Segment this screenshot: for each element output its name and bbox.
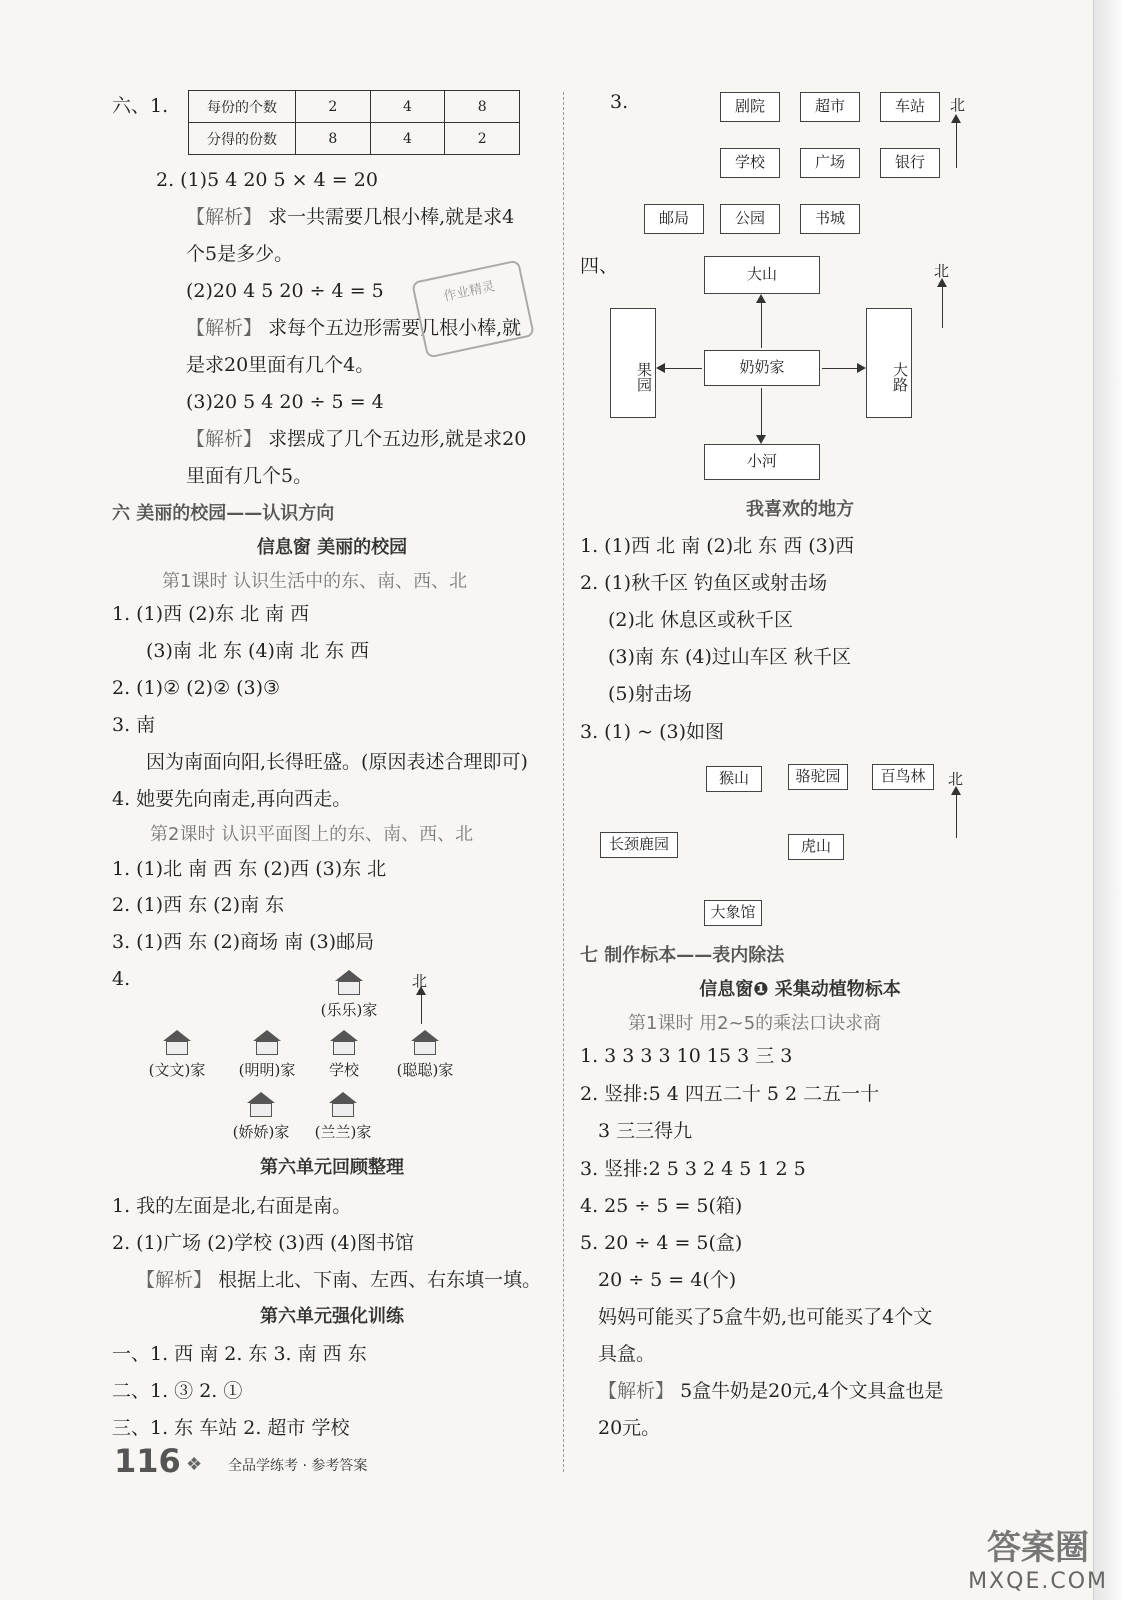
diamond-icon: ❖	[186, 1454, 203, 1475]
answer-line: (3)20 5 4 20 ÷ 5 = 4	[186, 391, 384, 413]
corner-watermark	[968, 1520, 1108, 1594]
answer-line: 4.	[112, 968, 131, 990]
map-box: 大象馆	[704, 900, 762, 926]
lesson-title: 第1课时 认识生活中的东、南、西、北	[162, 571, 468, 592]
analysis-line	[136, 1268, 541, 1292]
school	[304, 1030, 384, 1080]
table-cell: 分得的份数	[189, 123, 296, 155]
answer-line: 因为南面向阳,长得旺盛。(原因表述合理即可)	[146, 751, 528, 773]
right-arrow-icon	[822, 368, 864, 369]
section-title: 我喜欢的地方	[746, 499, 854, 520]
stamp-watermark	[411, 259, 535, 358]
house-icon	[160, 1030, 194, 1056]
answer-line: 2. (1)西 东 (2)南 东	[112, 894, 285, 916]
answer-line: 3. 竖排:2 5 3 2 4 5 1 2 5	[580, 1158, 806, 1180]
lesson-title: 第1课时 用2~5的乘法口诀求商	[628, 1013, 882, 1034]
table-cell: 2	[445, 123, 520, 155]
north-label: 北	[412, 972, 428, 990]
up-arrow-icon	[761, 296, 762, 348]
answer-line: 2. (1)秋千区 钓鱼区或射击场	[580, 572, 828, 594]
section-title: 第六单元回顾整理	[260, 1157, 404, 1178]
unit-title: 六 美丽的校园——认识方向	[112, 503, 335, 524]
answer-line: 1. (1)西 北 南 (2)北 东 西 (3)西	[580, 535, 855, 557]
analysis-label: 【解析】	[186, 317, 263, 339]
answer-line: 5. 20 ÷ 4 = 5(盒)	[580, 1232, 743, 1254]
q6-label: 六、1.	[112, 95, 169, 117]
house-label: (文文)家	[148, 1061, 206, 1079]
table-cell: 4	[370, 91, 445, 123]
north-label: 北	[950, 96, 966, 114]
answer-line: 2. (1)② (2)② (3)③	[112, 677, 281, 699]
answer-line: 三、1. 东 车站 2. 超市 学校	[112, 1417, 350, 1439]
answer-line: 1. (1)北 南 西 东 (2)西 (3)东 北	[112, 858, 387, 880]
map-box: 骆驼园	[788, 764, 848, 790]
section-title: 第六单元强化训练	[260, 1306, 404, 1327]
map-box: 长颈鹿园	[600, 832, 678, 858]
analysis-line: 是求20里面有几个4。	[186, 354, 375, 376]
table-cell: 8	[296, 123, 371, 155]
map-box: 银行	[880, 148, 940, 178]
answer-line: 1. (1)西 (2)东 北 南 西	[112, 603, 310, 625]
house-jiaojiao	[216, 1092, 306, 1142]
house-lele	[304, 970, 394, 1020]
north-label: 北	[934, 262, 950, 280]
map-box: 果园	[610, 308, 656, 418]
table-row	[189, 123, 520, 155]
unit-title: 七 制作标本——表内除法	[580, 945, 785, 966]
analysis-text: 求每个五边形需要几根小棒,就	[268, 317, 522, 339]
table-cell: 8	[445, 91, 520, 123]
analysis-line	[186, 205, 514, 229]
stamp-text: 作业精灵	[442, 279, 497, 305]
table-cell: 2	[296, 91, 371, 123]
house-label: (乐乐)家	[320, 1001, 378, 1019]
map-box: 虎山	[788, 834, 844, 860]
q4-label: 四、	[580, 255, 619, 277]
answer-line: 妈妈可能买了5盒牛奶,也可能买了4个文	[598, 1306, 933, 1328]
north-label: 北	[948, 770, 964, 788]
analysis-line	[186, 427, 526, 451]
map-box: 小河	[704, 444, 820, 480]
analysis-line	[598, 1379, 943, 1403]
analysis-text: 根据上北、下南、左西、右东填一填。	[218, 1269, 542, 1291]
house-label: (娇娇)家	[232, 1123, 290, 1141]
lesson-title: 第2课时 认识平面图上的东、南、西、北	[150, 824, 474, 845]
house-label: 学校	[328, 1061, 359, 1079]
answer-line: (2)20 4 5 20 ÷ 4 = 5	[186, 280, 384, 302]
answer-line: 3. 南	[112, 714, 156, 736]
analysis-label: 【解析】	[598, 1380, 675, 1402]
answer-line: 具盒。	[598, 1343, 656, 1365]
table-cell: 4	[370, 123, 445, 155]
north-arrow-icon	[956, 116, 957, 168]
map-box: 广场	[800, 148, 860, 178]
analysis-line: 里面有几个5。	[186, 465, 313, 487]
map-box: 邮局	[644, 204, 704, 234]
answer-line: 4. 她要先向南走,再向西走。	[112, 788, 352, 810]
north-arrow-icon	[956, 788, 957, 838]
answer-line: (3)南 东 (4)过山车区 秋千区	[608, 646, 851, 668]
answer-table	[188, 90, 520, 155]
section-title: 信息窗 美丽的校园	[256, 537, 408, 558]
answer-line: (5)射击场	[608, 683, 692, 705]
column-divider	[563, 92, 564, 1472]
answer-line: 20 ÷ 5 = 4(个)	[598, 1269, 737, 1291]
left-arrow-icon	[658, 368, 702, 369]
answer-line: 2. (1)广场 (2)学校 (3)西 (4)图书馆	[112, 1232, 414, 1254]
analysis-text: 5盒牛奶是20元,4个文具盒也是	[680, 1380, 944, 1402]
answer-line: 2. (1)5 4 20 5 × 4 = 20	[156, 169, 378, 191]
map-box: 学校	[720, 148, 780, 178]
house-wenwen	[132, 1030, 222, 1080]
analysis-label: 【解析】	[186, 428, 263, 450]
map-box: 剧院	[720, 92, 780, 122]
north-arrow-icon	[421, 988, 422, 1024]
footer-text: 全品学练考 · 参考答案	[228, 1458, 368, 1474]
analysis-text: 求摆成了几个五边形,就是求20	[268, 428, 527, 450]
answer-line: (2)北 休息区或秋千区	[608, 609, 793, 631]
answer-line: 1. 3 3 3 3 10 15 3 三 3	[580, 1045, 793, 1067]
map-box: 奶奶家	[704, 350, 820, 386]
house-icon	[332, 970, 366, 996]
house-label: (聪聪)家	[396, 1061, 454, 1079]
map-box: 百鸟林	[872, 764, 934, 790]
table-row	[189, 91, 520, 123]
map-box: 大路	[866, 308, 912, 418]
map-box: 超市	[800, 92, 860, 122]
answer-line: 4. 25 ÷ 5 = 5(箱)	[580, 1195, 743, 1217]
answer-line: 一、1. 西 南 2. 东 3. 南 西 东	[112, 1343, 367, 1365]
answer-line: 二、1. ③ 2. ①	[112, 1380, 243, 1402]
analysis-text: 求一共需要几根小棒,就是求4	[268, 206, 515, 228]
house-congcong	[380, 1030, 470, 1080]
table-cell: 每份的个数	[189, 91, 296, 123]
school-icon	[327, 1030, 361, 1056]
map-box: 书城	[800, 204, 860, 234]
watermark-logo: 答案圈	[987, 1528, 1090, 1568]
house-icon	[408, 1030, 442, 1056]
answer-line: 3 三三得九	[598, 1120, 693, 1142]
answer-line: 2. 竖排:5 4 四五二十 5 2 二五一十	[580, 1083, 880, 1105]
answer-line: 3. (1) ~ (3)如图	[580, 721, 724, 743]
map-box: 车站	[880, 92, 940, 122]
down-arrow-icon	[761, 388, 762, 442]
q3-label: 3.	[610, 91, 629, 113]
page-edge	[1093, 0, 1122, 1600]
analysis-label: 【解析】	[136, 1269, 213, 1291]
analysis-line: 20元。	[598, 1417, 661, 1439]
answer-line: (3)南 北 东 (4)南 北 东 西	[146, 640, 370, 662]
answer-line: 3. (1)西 东 (2)商场 南 (3)邮局	[112, 931, 375, 953]
house-icon	[244, 1092, 278, 1118]
house-icon	[326, 1092, 360, 1118]
house-lanlan	[298, 1092, 388, 1142]
house-icon	[250, 1030, 284, 1056]
north-arrow-icon	[942, 280, 943, 328]
analysis-label: 【解析】	[186, 206, 263, 228]
house-label: (明明)家	[238, 1061, 296, 1079]
analysis-line: 个5是多少。	[186, 243, 294, 265]
map-box: 猴山	[706, 766, 762, 792]
page-number: 116	[114, 1442, 181, 1480]
house-mingming	[222, 1030, 312, 1080]
answer-line: 1. 我的左面是北,右面是南。	[112, 1195, 352, 1217]
watermark-url: MXQE.COM	[968, 1569, 1108, 1594]
house-label: (兰兰)家	[314, 1123, 372, 1141]
section-title: 信息窗❶ 采集动植物标本	[699, 979, 901, 1000]
map-box: 公园	[720, 204, 780, 234]
map-box: 大山	[704, 256, 820, 294]
